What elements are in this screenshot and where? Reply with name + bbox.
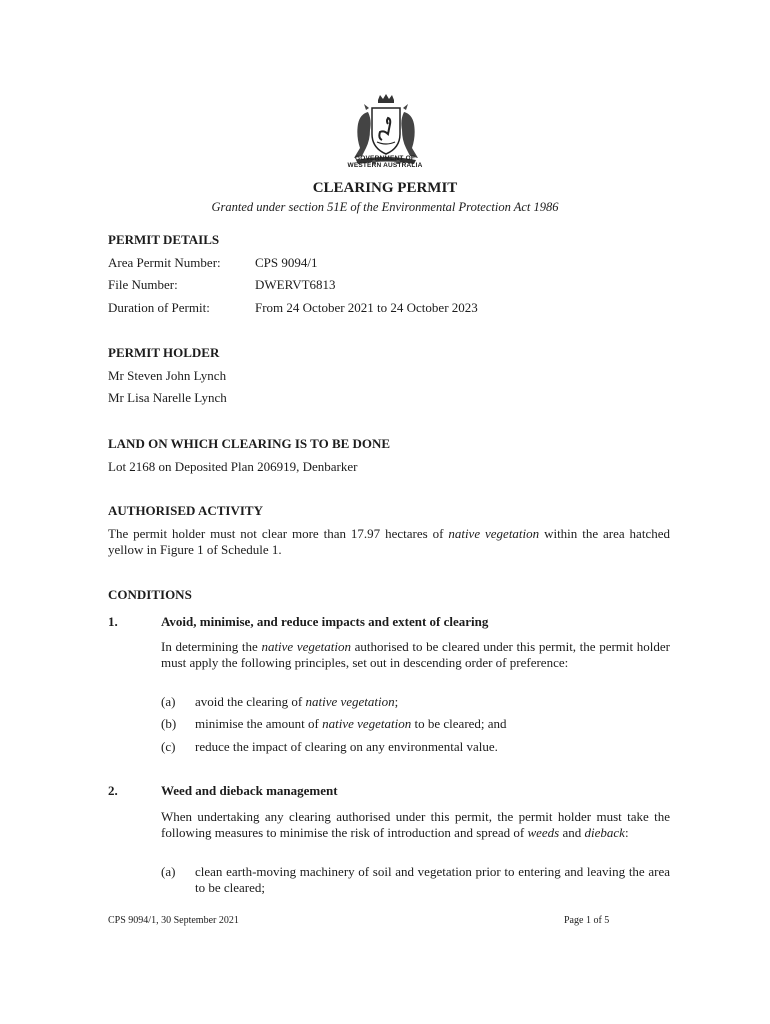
government-line-2: WESTERN AUSTRALIA (347, 162, 423, 169)
authorised-activity-text: The permit holder must not clear more than 17.97 hectares of native vegetation within the area hatched yellow in Figure 1 of Schedule 1. (108, 526, 670, 557)
condition-2-a-text: clean earth-moving machinery of soil and vegetation prior to entering and leaving the area to be cleared; (195, 864, 670, 895)
document-subtitle: Granted under section 51E of the Environmental Protection Act 1986 (211, 200, 559, 214)
duration-label: Duration of Permit: (108, 300, 210, 315)
condition-1-a-label: (a) (161, 694, 176, 709)
area-permit-number-value: CPS 9094/1 (255, 255, 318, 270)
conditions-heading: CONDITIONS (108, 587, 192, 602)
file-number-label: File Number: (108, 277, 178, 292)
permit-holder-name: Mr Steven John Lynch (108, 368, 227, 383)
footer-page-number: Page 1 of 5 (564, 915, 610, 926)
condition-1-title: Avoid, minimise, and reduce impacts and extent of clearing (161, 614, 489, 629)
footer-document-reference: CPS 9094/1, 30 September 2021 (108, 915, 239, 926)
condition-2-intro: When undertaking any clearing authorised under this permit, the permit holder must take the following measures to minimise the risk of introduction and spread of weeds and dieback: (161, 809, 670, 840)
permit-details-heading: PERMIT DETAILS (108, 232, 220, 247)
condition-1-c-label: (c) (161, 739, 176, 754)
condition-1-intro: In determining the native vegetation authorised to be cleared under this permit, the permit holder must apply the following principles, set out in descending order of preference: (161, 639, 670, 670)
file-number-value: DWERVT6813 (255, 277, 336, 292)
land-heading: LAND ON WHICH CLEARING IS TO BE DONE (108, 436, 391, 451)
condition-1-number: 1. (108, 614, 118, 629)
document-title: CLEARING PERMIT (312, 180, 458, 196)
area-permit-number-label: Area Permit Number: (108, 255, 221, 270)
authorised-activity-heading: AUTHORISED ACTIVITY (108, 503, 263, 518)
land-description: Lot 2168 on Deposited Plan 206919, Denbarker (108, 459, 358, 474)
government-line-1: GOVERNMENT OF (354, 155, 416, 162)
condition-2-title: Weed and dieback management (161, 783, 338, 798)
condition-1-b-label: (b) (161, 716, 177, 731)
condition-2-number: 2. (108, 783, 118, 798)
condition-2-a-label: (a) (161, 864, 176, 879)
duration-value: From 24 October 2021 to 24 October 2023 (255, 300, 478, 315)
condition-1-c-text: reduce the impact of clearing on any environmental value. (195, 739, 498, 754)
condition-1-b-text: minimise the amount of native vegetation to be cleared; and (195, 716, 507, 731)
permit-holder-name: Mr Lisa Narelle Lynch (108, 390, 227, 405)
permit-holder-heading: PERMIT HOLDER (108, 345, 220, 360)
condition-1-a-text: avoid the clearing of native vegetation; (195, 694, 399, 709)
